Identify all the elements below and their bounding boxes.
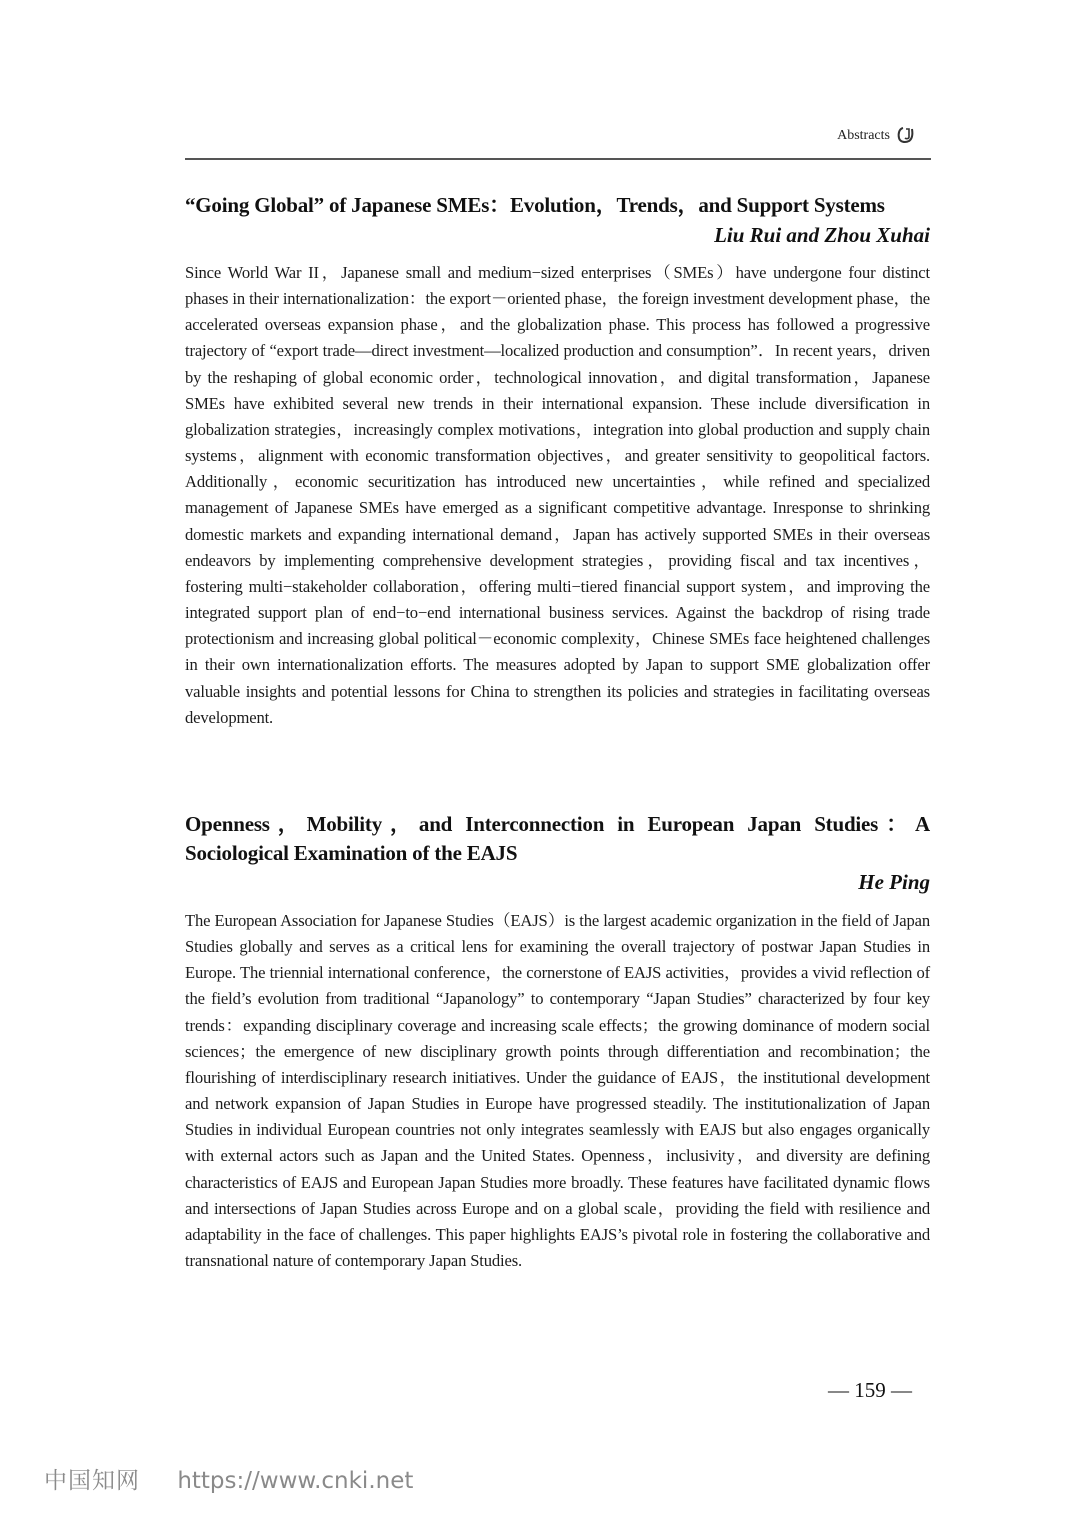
article-abstract: The European Association for Japanese Studies（EAJS）is the largest academic organization in the field of Japan Studies globally and serves as a critical lens for examining the overall trajectory of postwar Japan Studies in Europe. The triennial international conference，the cornerstone of EAJS activities，provides a vivid reflection of the field’s evolution from traditional “Japanology” to contemporary “Japan Studies” characterized by four key trends：expanding disciplinary coverage and increasing scale effects；the growing dominance of modern social sciences；the emergence of new disciplinary growth points through differentiation and recombination；the flourishing of interdisciplinary research initiatives. Under the guidance of EAJS，the institutional development and network expansion of Japan Studies in Europe have progressed steadily. The institutionalization of Japan Studies in individual European countries not only integrates seamlessly with EAJS but also engages organically with external actors such as Japan and the United States. Openness，inclusivity，and diversity are defining characteristics of EAJS and European Japan Studies more broadly. These features have facilitated dynamic flows and intersections of Japan Studies across Europe and on a global scale，providing the field with resilience and adaptability in the face of challenges. This paper highlights EAJS’s pivotal role in fostering the collaborative and transnational nature of contemporary Japan Studies. [185,911,930,1271]
section-label: Abstracts [837,128,890,143]
journal-logo-icon [897,126,915,144]
watermark [44,1462,413,1495]
article-title: “Going Global” of Japanese SMEs：Evolution，Trends，and Support Systems [185,193,885,217]
watermark-url: https://www.cnki.net [177,1468,414,1494]
watermark-brand: 中国知网 [44,1468,140,1494]
article-title: Openness，Mobility，and Interconnection in European Japan Studies：A Sociological Examination of the EAJS [185,812,930,865]
header-rule [185,158,931,160]
page-number: — 159 — [828,1378,912,1402]
article-authors: Liu Rui and Zhou Xuhai [714,223,930,247]
article-abstract: Since World War II，Japanese small and medium−sized enterprises（SMEs）have undergone four distinct phases in their internationalization：the export－oriented phase，the foreign investment development phase，the accelerated overseas expansion phase，and the globalization phase. This process has followed a progressive trajectory of “export trade—direct investment—localized production and consumption”．In recent years，driven by the reshaping of global economic order，technological innovation，and digital transformation，Japanese SMEs have exhibited several new trends in their international expansion. These include diversification in globalization strategies，increasingly complex motivations，integration into global production and supply chain systems，alignment with economic transformation objectives，and greater sensitivity to geopolitical factors. Additionally，economic securitization has introduced new uncertainties，while refined and specialized management of Japanese SMEs have emerged as a significant competitive advantage. Inresponse to shrinking domestic markets and expanding international demand，Japan has actively supported SMEs in their overseas endeavors by implementing comprehensive development strategies，providing fiscal and tax incentives，fostering multi−stakeholder collaboration，offering multi−tiered financial support system，and improving the integrated support plan of end−to−end international business services. Against the backdrop of rising trade protectionism and increasing global political－economic complexity，Chinese SMEs face heightened challenges in their own internationalization efforts. The measures adopted by Japan to support SME globalization offer valuable insights and potential lessons for China to strengthen its policies and strategies in facilitating overseas development. [185,263,930,727]
article-authors: He Ping [858,870,930,894]
